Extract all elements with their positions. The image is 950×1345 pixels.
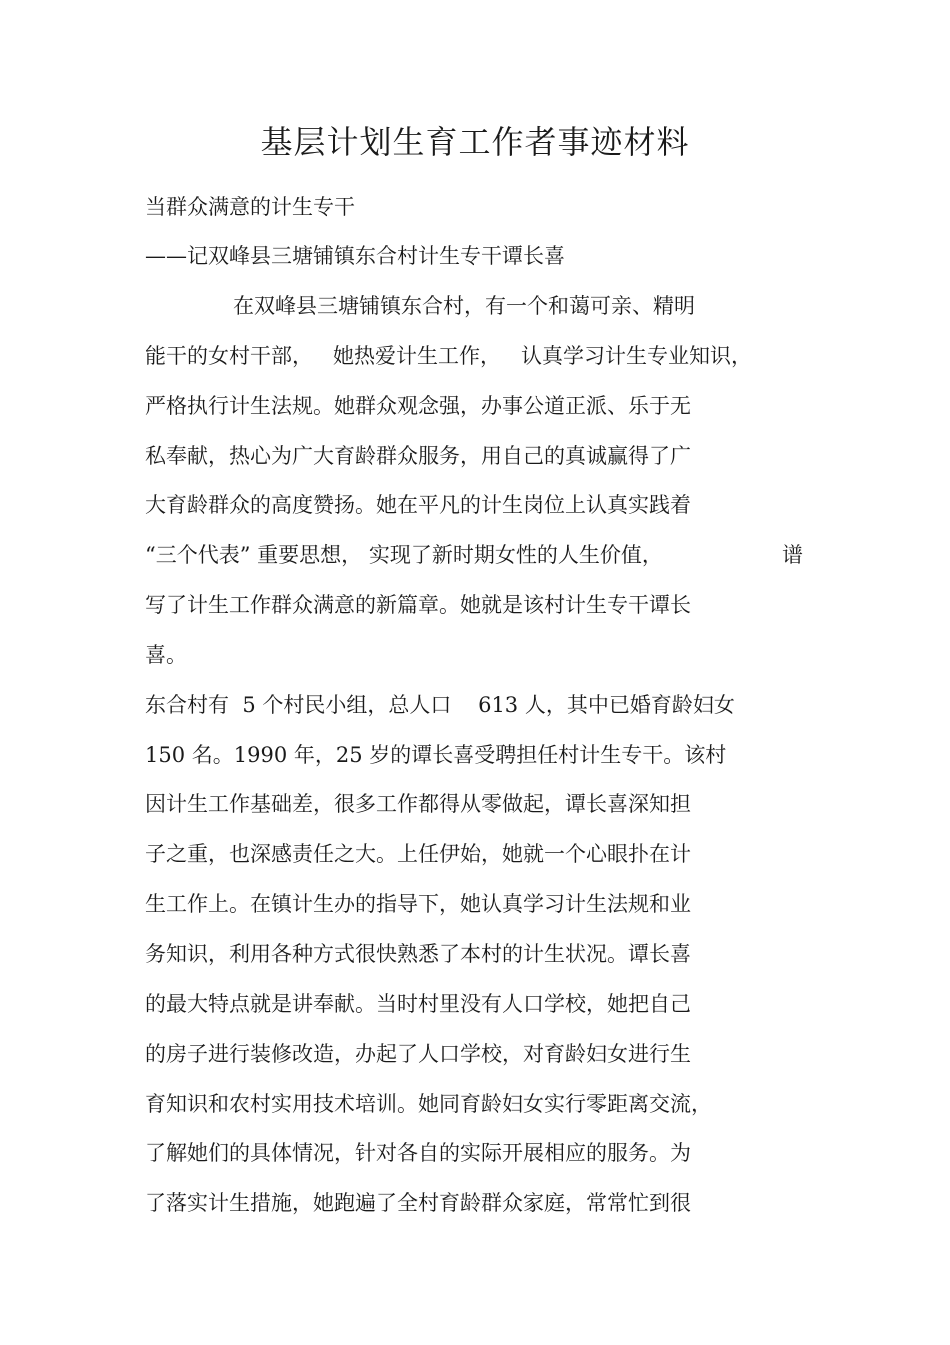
- paragraph-line: 在双峰县三塘铺镇东合村，有一个和蔼可亲、精明: [233, 294, 695, 318]
- paragraph-line: 子之重，也深感责任之大。上任伊始，她就一个心眼扑在计: [145, 842, 691, 866]
- paragraph-line: 能干的女村干部， 她热爱计生工作， 认真学习计生专业知识，: [145, 344, 753, 368]
- paragraph-line: “三个代表” 重要思想， 实现了新时期女性的人生价值，: [145, 543, 663, 567]
- paragraph-line: 因计生工作基础差，很多工作都得从零做起，谭长喜深知担: [145, 792, 691, 816]
- paragraph-line: 的房子进行装修改造，办起了人口学校，对育龄妇女进行生: [145, 1042, 691, 1066]
- paragraph-line: 的最大特点就是讲奉献。当时村里没有人口学校，她把自己: [145, 992, 691, 1016]
- paragraph-line: 育知识和农村实用技术培训。她同育龄妇女实行零距离交流，: [145, 1092, 712, 1116]
- document-subtitle: 当群众满意的计生专干: [145, 195, 355, 219]
- paragraph-line: 务知识，利用各种方式很快熟悉了本村的计生状况。谭长喜: [145, 942, 691, 966]
- paragraph-line: 喜。: [145, 643, 187, 667]
- paragraph-line: 大育龄群众的高度赞扬。她在平凡的计生岗位上认真实践着: [145, 493, 691, 517]
- paragraph-line: 私奉献，热心为广大育龄群众服务，用自己的真诚赢得了广: [145, 444, 691, 468]
- paragraph-line: 150 名。1990 年，25 岁的谭长喜受聘担任村计生专干。该村: [145, 743, 727, 767]
- paragraph-line: 东合村有 5 个村民小组，总人口 613 人，其中已婚育龄妇女: [145, 693, 735, 717]
- paragraph-line-tail: 谱: [782, 543, 803, 567]
- paragraph-line: 生工作上。在镇计生办的指导下，她认真学习计生法规和业: [145, 892, 691, 916]
- document-byline: ——记双峰县三塘铺镇东合村计生专干谭长喜: [145, 244, 565, 268]
- document-title: 基层计划生育工作者事迹材料: [260, 123, 690, 161]
- paragraph-line: 写了计生工作群众满意的新篇章。她就是该村计生专干谭长: [145, 593, 691, 617]
- paragraph-line: 严格执行计生法规。她群众观念强，办事公道正派、乐于无: [145, 394, 691, 418]
- paragraph-line: 了落实计生措施，她跑遍了全村育龄群众家庭，常常忙到很: [145, 1191, 691, 1215]
- paragraph-line: 了解她们的具体情况，针对各自的实际开展相应的服务。为: [145, 1141, 691, 1165]
